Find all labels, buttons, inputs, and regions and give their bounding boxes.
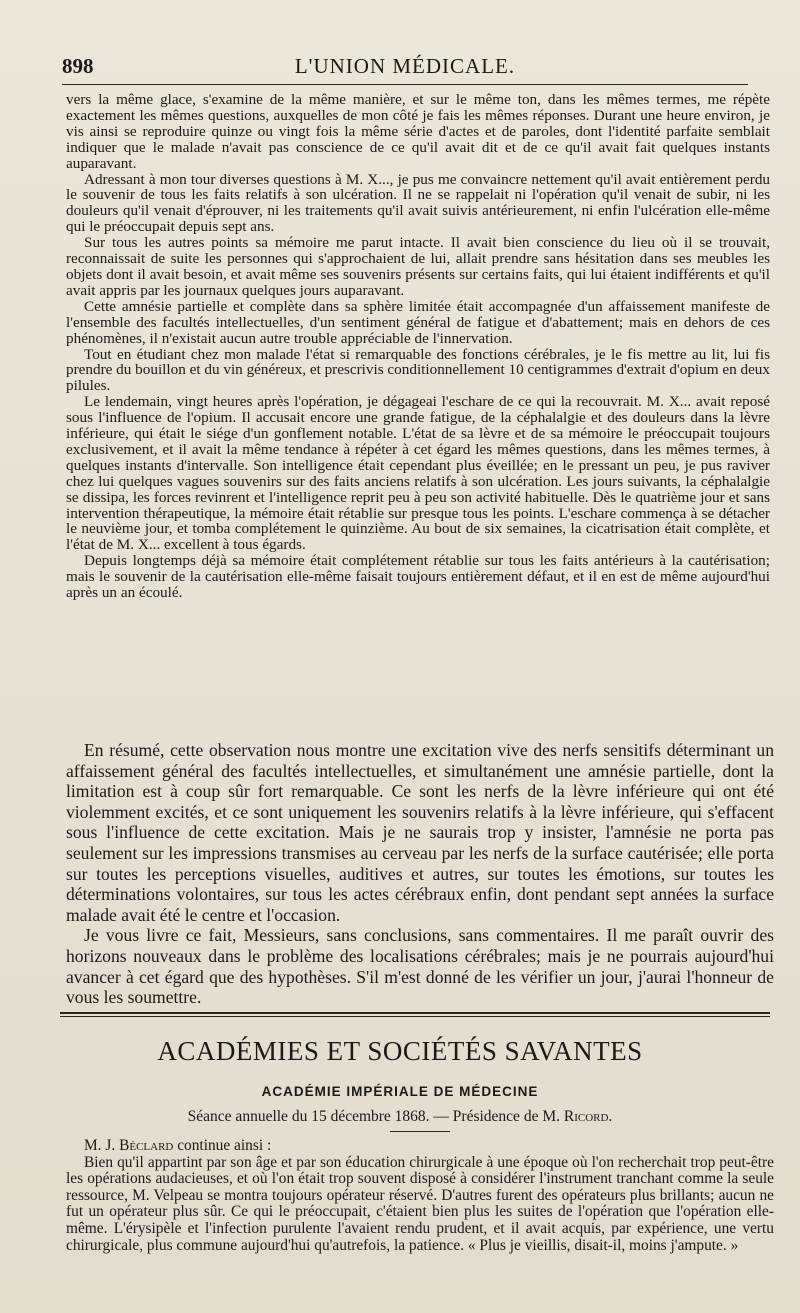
conclusion-paragraph: En résumé, cette observation nous montre une excitation vive des nerfs sensitifs déterminant un affaissement général des facultés intellectuelles, et simultanément une amnésie partielle, dont la limitation est à coup sûr fort remarquable. Ce sont les nerfs de la lèvre inférieure qui ont été violemment excités, et ce sont uniquement les souvenirs relatifs à la lèvre inférieure, qui s'effacent sous l'influence de cette excitation. Mais je ne saurais trop y insister, l'amnésie ne porta pas seulement sur les impressions transmises au cerveau par les nerfs de la surface cautérisée; elle porta sur toutes les perceptions visuelles, auditives et autres, sur toutes les émotions, sur toutes les déterminations volontaires, sur tous les actes cérébraux enfin, dont pendant sept années la surface malade avait été le centre et l'occasion.: [66, 740, 774, 925]
speaker-prefix: M. J.: [84, 1137, 120, 1154]
header-rule: [62, 84, 748, 85]
case-paragraph: Sur tous les autres points sa mémoire me parut intacte. Il avait bien conscience du lieu où il se trouvait, reconnaissait de suite les personnes qui s'approchaient de lui, allait prendre sans hésitation dans ses meubles les objets dont il avait besoin, et avait même ses souvenirs présents sur certains faits, qui lui étaient indifférents et qu'il avait appris par les journaux quelques jours auparavant.: [66, 234, 770, 299]
academy-paragraph: Bien qu'il appartint par son âge et par son éducation chirurgicale à une époque où l'on recherchait trop peut-être les opérations audacieuses, et où l'on était trop souvent disposé à considérer l'instrument tranchant comme la seule ressource, M. Velpeau se montra toujours opérateur réservé. D'autres furent des opérateurs plus brillants; aucun ne fut un opérateur plus sûr. Ce qui le préoccupait, c'étaient bien plus les suites de l'opération que l'opération elle-même. L'érysipèle et l'infection purulente l'avaient rendu prudent, et il avait acquis, par expérience, une vertu chirurgicale, plus commune aujourd'hui qu'autrefois, la patience. « Plus je vieillis, disait-il, moins j'ampute. »: [66, 1153, 774, 1254]
section-title: ACADÉMIES ET SOCIÉTÉS SAVANTES: [157, 1036, 643, 1066]
case-paragraph: Tout en étudiant chez mon malade l'état si remarquable des fonctions cérébrales, je le fis mettre au lit, lui fis prendre du bouillon et du vin généreux, et prescrivis conditionnellement 10 centigrammes d'extrait d'opium en deux pilules.: [66, 345, 770, 395]
case-paragraph: Le lendemain, vingt heures après l'opération, je dégageai l'eschare de ce qui la recouvrait. M. X... avait reposé sous l'influence de l'opium. Il accusait encore une grande fatigue, de la céphalalgie et des douleurs dans la lèvre inférieure, qui était le siége d'un gonflement notable. L'état de sa lèvre et de sa mémoire le préoccupait toujours exclusivement, et il avait la même tendance à répéter à cet égard les mêmes questions, dans les mêmes termes, à quelques instants d'intervalle. Son intelligence était cependant plus éveillée; en le pressant un peu, je pus raviver chez lui quelques vagues souvenirs sur des faits anciens relatifs à son ulcération. Les jours suivants, la céphalalgie se dissipa, les forces revinrent et l'intelligence reprit peu à peu son activité habituelle. Dès le quatrième jour et sans intervention thérapeutique, la mémoire était rétablie sur presque tous les points. L'eschare commença à se détacher le neuvième jour, et tomba complétement le quinzième. Au bout de six semaines, la cicatrisation était complète, et l'état de M. X... excellent à tous égards.: [66, 393, 770, 554]
session-prefix: Séance annuelle du 15 décembre 1868. — Présidence de M.: [187, 1108, 564, 1125]
case-paragraph: vers la même glace, s'examine de la même manière, et sur le même ton, dans les mêmes termes, me répète exactement les mêmes questions, auxquelles de mon côté je fais les mêmes réponses. Durant une heure environ, je vis ainsi se reproduire quinze ou vingt fois la même série d'actes et de paroles, dont l'identité parfaite semblait indiquer que le malade n'avait pas conscience de ce qu'il avait dit et de ce qu'il avait fait quelques instants auparavant.: [66, 91, 770, 172]
session-line: [0, 1108, 800, 1126]
case-report-text: [66, 92, 770, 601]
case-paragraph: Adressant à mon tour diverses questions à M. X..., je pus me convaincre nettement qu'il avait entièrement perdu le souvenir de tous les faits relatifs à son ulcération. Il ne se rappelait ni l'opération qu'il venait de subir, ni les douleurs qu'il venait d'éprouver, ni les traitements qu'il avait suivis antérieurement, ni enfin l'ulcération elle-même qui le préoccupait depuis sept ans.: [66, 170, 770, 236]
speaker-line: [66, 1138, 774, 1155]
academy-text: [66, 1138, 774, 1254]
page-header: [62, 48, 748, 82]
session-president: Ricord.: [563, 1108, 613, 1125]
section-subtitle: ACADÉMIE IMPÉRIALE DE MÉDECINE: [261, 1084, 539, 1099]
speaker-name: Béclard: [119, 1137, 174, 1154]
speaker-suffix: continue ainsi :: [173, 1137, 272, 1154]
conclusion-text: [66, 740, 774, 1008]
case-paragraph: Cette amnésie partielle et complète dans sa sphère limitée était accompagnée d'un affaissement manifeste de l'ensemble des facultés intellectuelles, d'un sentiment général de fatigue et d'abattement; mais en dehors de ces phénomènes, il n'existait aucun autre trouble appréciable de l'innervation.: [66, 297, 770, 347]
session-rule: [390, 1131, 450, 1132]
section-separator: [60, 1012, 770, 1014]
section-separator-thin: [60, 1016, 770, 1017]
page-number: 898: [62, 54, 94, 78]
case-paragraph: Depuis longtemps déjà sa mémoire était complétement rétablie sur tous les faits antérieurs à la cautérisation; mais le souvenir de la cautérisation elle-même faisait toujours entièrement défaut, et il en est de même aujourd'hui après un an écoulé.: [66, 552, 770, 602]
conclusion-paragraph: Je vous livre ce fait, Messieurs, sans conclusions, sans commentaires. Il me paraît ouvrir des horizons nouveaux dans le problème des localisations cérébrales; mais je ne pourrais aujourd'hui avancer à cet égard que des hypothèses. S'il m'est donné de les vérifier un jour, j'aurai l'honneur de vous les soumettre.: [66, 925, 774, 1008]
running-head: L'UNION MÉDICALE.: [294, 54, 516, 78]
